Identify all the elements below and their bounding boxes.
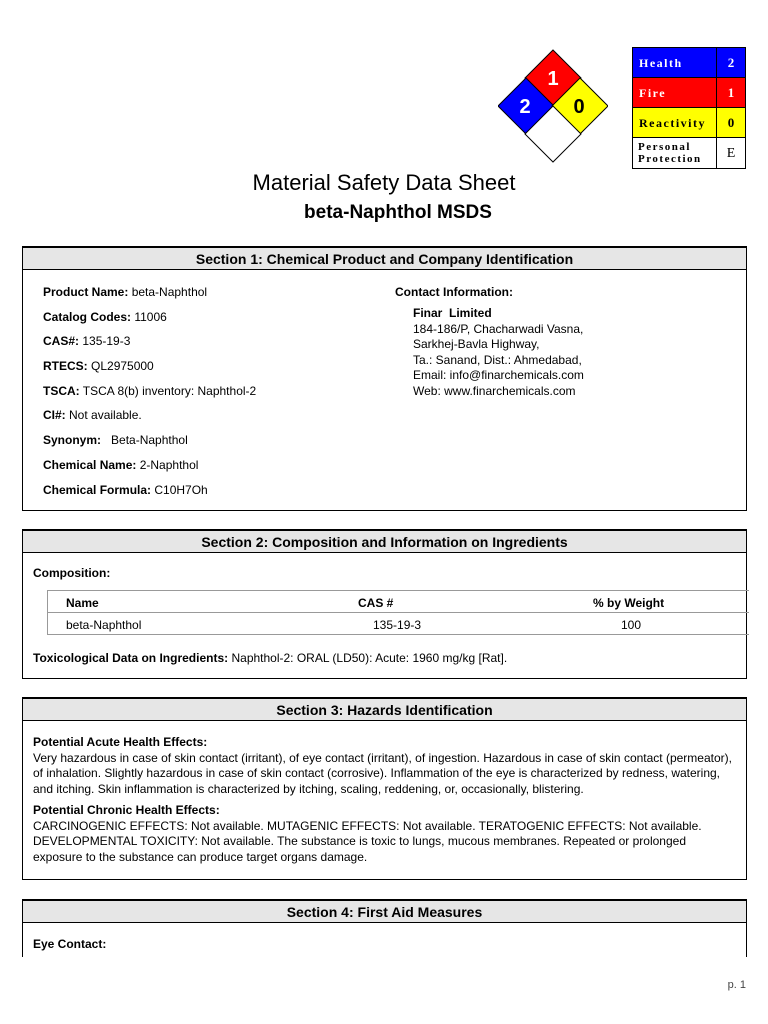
field-label: Chemical Formula: — [43, 482, 152, 497]
section-1 — [22, 246, 747, 511]
chronic-effects-label: Potential Chronic Health Effects: — [33, 803, 220, 817]
field-value: C10H7Oh — [151, 482, 208, 497]
field-ci — [43, 408, 256, 433]
hmis-health-value: 2 — [727, 55, 735, 70]
contact-information — [395, 285, 584, 399]
cell-weight: 100 — [621, 618, 642, 632]
toxicological-data — [33, 651, 507, 665]
contact-line: Sarkhej-Bavla Highway, — [413, 337, 540, 351]
chronic-effects-text: CARCINOGENIC EFFECTS: Not available. MUTAGENIC EFFECTS: Not available. TERATOGENIC EFFECTS: Not available. DEVELOPMENTAL TOXICITY: Not available. The substance is toxic to lungs, mucous membranes. Repeated or prolonged exposure to the substance can produce target organs damage. — [33, 818, 702, 864]
nfpa-reactivity-value: 0 — [573, 96, 585, 118]
field-label: RTECS: — [43, 359, 88, 374]
contact-line: 184-186/P, Chacharwadi Vasna, — [413, 321, 584, 336]
field-chemical-name — [43, 458, 256, 483]
field-synonym — [43, 433, 256, 458]
section-4-header: Section 4: First Aid Measures — [23, 899, 746, 923]
column-header-name: Name — [66, 596, 99, 610]
cell-cas: 135-19-3 — [373, 618, 422, 632]
acute-effects — [33, 735, 738, 797]
acute-effects-label: Potential Acute Health Effects: — [33, 735, 208, 749]
field-label: TSCA: — [43, 383, 80, 398]
hmis-ppe-value: E — [726, 146, 736, 161]
contact-title: Contact Information: — [395, 285, 513, 299]
hazards-body — [33, 735, 738, 871]
contact-line: Ta.: Sanand, Dist.: Ahmedabad, — [413, 352, 582, 367]
table-header-row — [48, 591, 749, 613]
eye-contact-label: Eye Contact: — [33, 937, 107, 951]
hmis-reactivity-value: 0 — [727, 115, 735, 130]
hmis-ppe-row — [633, 138, 745, 168]
field-cas — [43, 334, 256, 359]
nfpa-health-value: 2 — [519, 96, 531, 118]
section-2-header: Section 2: Composition and Information on Ingredients — [23, 529, 746, 553]
hmis-ppe-label-line2: Protection — [638, 153, 702, 165]
chronic-effects — [33, 803, 738, 865]
field-label: Synonym: — [43, 433, 102, 448]
field-catalog-codes — [43, 310, 256, 335]
column-header-cas: CAS # — [358, 596, 394, 610]
hmis-health-row — [633, 48, 745, 78]
section-4 — [22, 899, 747, 957]
page-number: p. 1 — [727, 979, 746, 991]
composition-label: Composition: — [33, 566, 111, 580]
cell-name: beta-Naphthol — [66, 618, 142, 632]
field-value: Not available. — [65, 408, 142, 423]
nfpa-fire-value: 1 — [547, 68, 559, 90]
field-tsca — [43, 384, 256, 409]
tox-value: Naphthol-2: ORAL (LD50): Acute: 1960 mg/kg [Rat]. — [228, 651, 508, 665]
hmis-ppe-label — [633, 138, 717, 168]
contact-address — [395, 306, 584, 399]
field-label: CAS#: — [43, 334, 80, 349]
nfpa-fire-diamond — [498, 48, 608, 164]
field-chemical-formula — [43, 483, 256, 508]
field-rtecs — [43, 359, 256, 384]
field-value: beta-Naphthol — [128, 285, 208, 299]
field-value: Beta-Naphthol — [101, 433, 188, 448]
hmis-fire-row — [633, 78, 745, 108]
hmis-fire-value: 1 — [727, 85, 735, 100]
hmis-rating-table — [632, 47, 746, 169]
field-value: QL2975000 — [87, 359, 154, 374]
field-value: 2-Naphthol — [136, 457, 199, 472]
tox-label: Toxicological Data on Ingredients: — [33, 651, 229, 665]
acute-effects-text: Very hazardous in case of skin contact (irritant), of eye contact (irritant), of ingestion. Hazardous in case of skin contact (permeator), of inhalation. Slightly hazardous in case of skin contact (corrosive). Inflammation of the eye is characterized by redness, watering, and itching. Skin inflammation is characterized by itching, scaling, reddening, or, occasionally, blistering. — [33, 750, 732, 796]
section-2 — [22, 529, 747, 679]
product-fields — [43, 285, 256, 507]
document-subtitle: beta-Naphthol MSDS — [304, 202, 492, 223]
hmis-reactivity-row — [633, 108, 745, 138]
column-header-weight: % by Weight — [593, 596, 665, 610]
section-3-header: Section 3: Hazards Identification — [23, 697, 746, 721]
field-label: Chemical Name: — [43, 457, 137, 472]
hmis-health-label: Health — [633, 48, 717, 77]
field-label: CI#: — [43, 408, 66, 423]
table-row — [48, 613, 749, 635]
field-product-name — [43, 285, 256, 310]
contact-web[interactable]: Web: www.finarchemicals.com — [413, 383, 576, 398]
section-3 — [22, 697, 747, 880]
hmis-fire-label: Fire — [633, 78, 717, 107]
document-title: Material Safety Data Sheet — [252, 170, 516, 195]
field-label: Product Name: — [43, 285, 129, 299]
section-1-header: Section 1: Chemical Product and Company Identification — [23, 246, 746, 270]
hmis-reactivity-label: Reactivity — [633, 108, 717, 137]
ingredients-table — [47, 590, 749, 635]
hmis-ppe-label-line1: Personal — [638, 141, 691, 153]
contact-email[interactable]: Email: info@finarchemicals.com — [413, 368, 584, 382]
field-value: 11006 — [131, 309, 167, 324]
field-label: Catalog Codes: — [43, 309, 132, 324]
field-value: TSCA 8(b) inventory: Naphthol-2 — [79, 383, 257, 398]
company-name: Finar Limited — [413, 306, 492, 320]
field-value: 135-19-3 — [79, 334, 131, 349]
